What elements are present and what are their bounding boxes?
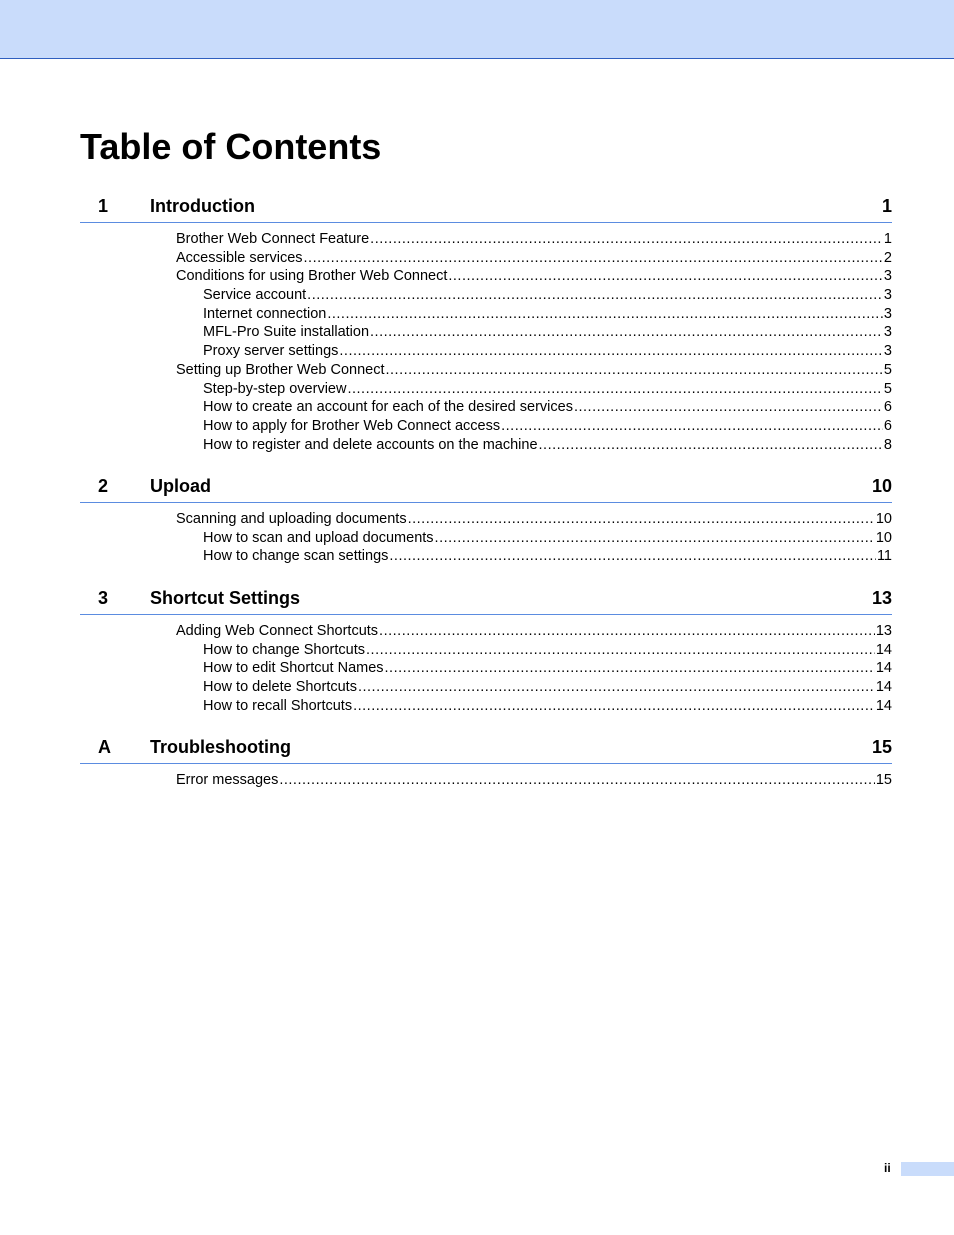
- dot-leader: [501, 417, 883, 436]
- dot-leader: [358, 678, 875, 697]
- dot-leader: [379, 622, 875, 641]
- toc-entry-page: 3: [883, 324, 892, 341]
- toc-entry-title: Service account: [203, 287, 307, 304]
- chapter-number: A: [98, 737, 111, 757]
- toc-entry-list: [80, 510, 892, 566]
- toc-entry[interactable]: [80, 771, 892, 790]
- dot-leader: [347, 380, 882, 399]
- toc-entry-page: 10: [875, 529, 892, 546]
- toc-entry-page: 3: [883, 305, 892, 322]
- page-title: Table of Contents: [80, 126, 382, 167]
- toc-entry-title: How to change Shortcuts: [203, 641, 366, 658]
- toc-entry-title: MFL-Pro Suite installation: [203, 324, 370, 341]
- toc-entry-title: Brother Web Connect Feature: [176, 231, 370, 247]
- chapter-number: 1: [98, 196, 109, 216]
- toc-entry-page: 15: [875, 772, 892, 788]
- dot-leader: [435, 529, 875, 548]
- dot-leader: [370, 323, 883, 342]
- toc-entry-title: How to create an account for each of the desired services: [203, 399, 573, 416]
- chapter-page: 13: [871, 588, 892, 608]
- toc-entry-title: Internet connection: [203, 305, 327, 322]
- chapter-title: Introduction: [150, 196, 255, 216]
- toc-entry-page: 13: [875, 623, 892, 639]
- header-band: [0, 0, 954, 59]
- toc-entry[interactable]: [80, 342, 892, 361]
- toc-entry[interactable]: [80, 659, 892, 678]
- toc-entry[interactable]: [80, 641, 892, 660]
- toc-entry[interactable]: [80, 380, 892, 399]
- toc-entry-page: 14: [875, 641, 892, 658]
- dot-leader: [539, 436, 883, 455]
- page-number-tab: [901, 1162, 954, 1176]
- toc-entry-page: 6: [883, 399, 892, 416]
- toc-entry[interactable]: [80, 510, 892, 529]
- toc-entry-list: [80, 230, 892, 454]
- chapter-heading[interactable]: [80, 476, 892, 503]
- dot-leader: [408, 510, 875, 529]
- toc-entry-title: How to delete Shortcuts: [203, 679, 357, 696]
- toc-entry[interactable]: [80, 323, 892, 342]
- chapter-title: Upload: [150, 476, 211, 496]
- toc-entry[interactable]: [80, 622, 892, 641]
- chapter-title: Troubleshooting: [150, 737, 291, 757]
- chapter-title: Shortcut Settings: [150, 588, 301, 608]
- dot-leader: [448, 267, 883, 286]
- toc-entry-title: How to recall Shortcuts: [203, 697, 353, 714]
- toc-entry-title: Adding Web Connect Shortcuts: [176, 623, 379, 639]
- dot-leader: [304, 249, 883, 268]
- toc-entry-title: Error messages: [176, 772, 279, 788]
- toc-entry-page: 1: [883, 231, 892, 247]
- toc-entry[interactable]: [80, 230, 892, 249]
- toc-entry-page: 5: [883, 361, 892, 378]
- chapter-page: 10: [871, 476, 892, 496]
- toc-entry-page: 10: [875, 511, 892, 527]
- toc-entry-page: 14: [875, 697, 892, 714]
- dot-leader: [370, 230, 883, 249]
- toc-entry[interactable]: [80, 398, 892, 417]
- toc-entry-page: 6: [883, 417, 892, 434]
- toc-entry-page: 2: [883, 249, 892, 266]
- toc-entry-title: How to edit Shortcut Names: [203, 660, 384, 677]
- toc-entry-list: [80, 771, 892, 790]
- toc-entry-page: 14: [875, 660, 892, 677]
- toc-entry-title: How to apply for Brother Web Connect access: [203, 417, 501, 434]
- toc-chapter: [80, 588, 892, 715]
- dot-leader: [366, 641, 875, 660]
- dot-leader: [386, 361, 883, 380]
- toc-chapter: [80, 737, 892, 790]
- toc-entry-page: 5: [883, 380, 892, 397]
- toc-entry-title: How to register and delete accounts on the machine: [203, 436, 538, 453]
- toc-entry-page: 8: [883, 436, 892, 453]
- toc-entry-page: 11: [876, 548, 892, 565]
- dot-leader: [307, 286, 883, 305]
- chapter-heading[interactable]: [80, 196, 892, 223]
- toc-entry[interactable]: [80, 697, 892, 716]
- dot-leader: [339, 342, 883, 361]
- dot-leader: [327, 305, 883, 324]
- toc-entry[interactable]: [80, 249, 892, 268]
- chapter-heading[interactable]: [80, 737, 892, 764]
- toc-entry[interactable]: [80, 547, 892, 566]
- toc-entry[interactable]: [80, 286, 892, 305]
- chapter-heading[interactable]: [80, 588, 892, 615]
- toc-entry-page: 3: [883, 268, 892, 285]
- toc-entry-title: Setting up Brother Web Connect: [176, 361, 385, 378]
- chapter-page: 15: [871, 737, 892, 757]
- toc-entry[interactable]: [80, 436, 892, 455]
- toc-entry-title: How to change scan settings: [203, 548, 389, 565]
- toc-entry-title: Step-by-step overview: [203, 380, 347, 397]
- toc-entry-list: [80, 622, 892, 715]
- dot-leader: [353, 697, 875, 716]
- chapter-number: 3: [98, 588, 109, 608]
- chapter-page: 1: [881, 196, 892, 216]
- toc-entry-title: Proxy server settings: [203, 343, 339, 360]
- toc-entry[interactable]: [80, 417, 892, 436]
- toc-entry[interactable]: [80, 678, 892, 697]
- toc-chapter: [80, 196, 892, 454]
- toc-entry-page: 14: [875, 679, 892, 696]
- toc-entry-title: Accessible services: [176, 249, 303, 266]
- toc-entry[interactable]: [80, 529, 892, 548]
- toc-entry[interactable]: [80, 361, 892, 380]
- page-number: ii: [884, 1161, 891, 1175]
- dot-leader: [385, 659, 875, 678]
- dot-leader: [279, 771, 875, 790]
- toc-entry-title: How to scan and upload documents: [203, 529, 434, 546]
- toc-entry-title: Scanning and uploading documents: [176, 511, 407, 527]
- dot-leader: [389, 547, 876, 566]
- dot-leader: [574, 398, 883, 417]
- toc-chapter: [80, 476, 892, 566]
- toc-entry-page: 3: [883, 343, 892, 360]
- toc-entry-page: 3: [883, 287, 892, 304]
- toc-entry[interactable]: [80, 267, 892, 286]
- chapter-number: 2: [98, 476, 109, 496]
- toc-entry-title: Conditions for using Brother Web Connect: [176, 268, 448, 285]
- toc-entry[interactable]: [80, 305, 892, 324]
